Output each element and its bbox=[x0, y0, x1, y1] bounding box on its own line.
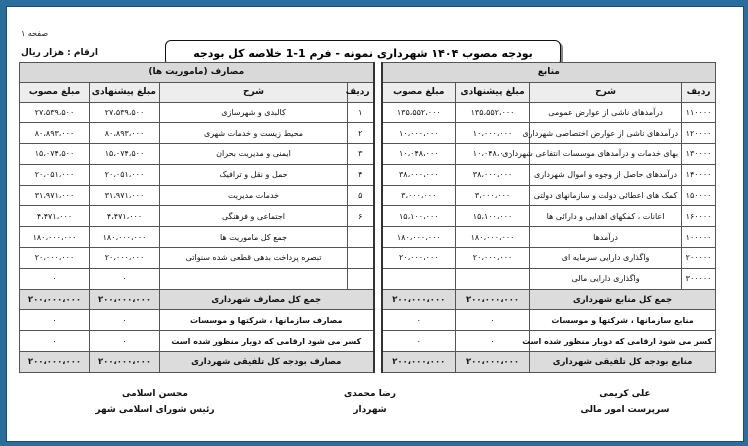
section-header-row bbox=[20, 63, 716, 83]
table-row bbox=[20, 268, 716, 289]
column-header-approved: مبلغ مصوب bbox=[20, 82, 90, 102]
table-row bbox=[20, 102, 716, 123]
row-proposed-amount: ۱۳۵،۵۵۲،۰۰۰ bbox=[456, 102, 530, 123]
column-header-row-no: ردیف bbox=[348, 82, 374, 102]
table-row bbox=[20, 144, 716, 165]
row-description: محیط زیست و خدمات شهری bbox=[160, 123, 348, 144]
summary-approved-amount: ۰ bbox=[382, 331, 456, 352]
summary-approved-amount: ۰ bbox=[20, 331, 90, 352]
summary-label: جمع کل مصارف شهرداری bbox=[160, 289, 374, 310]
column-header-row-no: ردیف bbox=[682, 82, 716, 102]
table-row bbox=[20, 123, 716, 144]
row-code: ۳۰۰۰۰۰ bbox=[682, 268, 716, 289]
summary-approved-amount: ۲۰۰،۰۰۰،۰۰۰ bbox=[382, 289, 456, 310]
row-approved-amount: ۱۸۰،۰۰۰،۰۰۰ bbox=[20, 227, 90, 248]
signature-name: محسن اسلامی bbox=[122, 389, 188, 399]
row-approved-amount: ۱۰،۰۴۸،۰۰۰ bbox=[382, 144, 456, 165]
total-row bbox=[20, 289, 716, 310]
column-header-row bbox=[20, 82, 716, 102]
summary-label: منابع بودجه کل تلفیقی شهرداری bbox=[530, 352, 716, 373]
summary-proposed-amount: ۲۰۰،۰۰۰،۰۰۰ bbox=[90, 289, 160, 310]
summary-proposed-amount: ۰ bbox=[90, 331, 160, 352]
row-code: ۲ bbox=[348, 123, 374, 144]
row-proposed-amount: ۳۸،۰۰۰،۰۰۰ bbox=[456, 164, 530, 185]
column-header-proposed: مبلغ پیشنهادی bbox=[90, 82, 160, 102]
row-proposed-amount: ۱۵،۰۷۴،۵۰۰ bbox=[90, 144, 160, 165]
column-divider bbox=[374, 352, 382, 373]
row-code: ۱۲۰۰۰۰ bbox=[682, 123, 716, 144]
row-code bbox=[348, 227, 374, 248]
row-proposed-amount: ۰ bbox=[90, 268, 160, 289]
column-divider bbox=[374, 248, 382, 269]
budget-summary-table bbox=[19, 62, 716, 373]
row-proposed-amount: ۱۰،۰۴۸،۰۰۰ bbox=[456, 144, 530, 165]
row-approved-amount: ۲۰،۰۰۰،۰۰۰ bbox=[382, 248, 456, 269]
summary-proposed-amount: ۰ bbox=[90, 310, 160, 331]
row-proposed-amount: ۱۸۰،۰۰۰،۰۰۰ bbox=[456, 227, 530, 248]
resources-section-title: منابع bbox=[382, 63, 716, 83]
row-code: ۱۳۰۰۰۰ bbox=[682, 144, 716, 165]
summary-approved-amount: ۲۰۰،۰۰۰،۰۰۰ bbox=[20, 352, 90, 373]
row-code: ۱۴۰۰۰۰ bbox=[682, 164, 716, 185]
summary-proposed-amount: ۲۰۰،۰۰۰،۰۰۰ bbox=[456, 289, 530, 310]
row-proposed-amount: ۴،۴۷۱،۰۰۰ bbox=[90, 206, 160, 227]
row-approved-amount: ۸۰،۸۹۳،۰۰۰ bbox=[20, 123, 90, 144]
row-description bbox=[160, 268, 348, 289]
column-header-proposed: مبلغ پیشنهادی bbox=[456, 82, 530, 102]
table-row bbox=[20, 227, 716, 248]
column-header-description: شرح bbox=[160, 82, 348, 102]
row-code: ۵ bbox=[348, 185, 374, 206]
row-approved-amount: ۱۰،۰۰۰،۰۰۰ bbox=[382, 123, 456, 144]
signature-role: شهردار bbox=[353, 405, 387, 415]
row-proposed-amount: ۱۵،۱۰۰،۰۰۰ bbox=[456, 206, 530, 227]
row-approved-amount: ۲۷،۵۳۹،۵۰۰ bbox=[20, 102, 90, 123]
row-proposed-amount: ۸۰،۸۹۳،۰۰۰ bbox=[90, 123, 160, 144]
summary-label: مصارف سازمانها ، شرکتها و موسسات bbox=[160, 310, 374, 331]
signature-role: سرپرست امور مالی bbox=[580, 405, 670, 415]
column-divider bbox=[374, 123, 382, 144]
summary-label: کسر می شود ارقامی که دوبار منظور شده است bbox=[160, 331, 374, 352]
signature-council-head bbox=[70, 389, 240, 421]
page-title: بودجه مصوب ۱۴۰۴ شهرداری نمونه - فرم 1-1 خلاصه کل بودجه bbox=[165, 40, 561, 66]
row-description: تبصره پرداخت بدهی قطعی شده سنواتی bbox=[160, 248, 348, 269]
row-code: ۳ bbox=[348, 144, 374, 165]
row-proposed-amount: ۲۰،۰۰۰،۰۰۰ bbox=[456, 248, 530, 269]
summary-approved-amount: ۰ bbox=[20, 310, 90, 331]
expenses-section-title: مصارف (ماموریت ها) bbox=[20, 63, 374, 83]
column-divider bbox=[374, 206, 382, 227]
summary-approved-amount: ۰ bbox=[382, 310, 456, 331]
row-code: ۶ bbox=[348, 206, 374, 227]
summary-proposed-amount: ۰ bbox=[456, 310, 530, 331]
column-divider bbox=[374, 63, 382, 83]
row-approved-amount: ۲۰،۰۵۱،۰۰۰ bbox=[20, 164, 90, 185]
signature-mayor bbox=[305, 389, 435, 421]
row-approved-amount: ۳۱،۹۷۱،۰۰۰ bbox=[20, 185, 90, 206]
row-proposed-amount: ۳،۰۰۰،۰۰۰ bbox=[456, 185, 530, 206]
row-description: اعانات ، کمکهای اهدایی و دارائی ها bbox=[530, 206, 682, 227]
row-description: کمک های اعطائی دولت و سازمانهای دولتی bbox=[530, 185, 682, 206]
row-approved-amount: ۳۸،۰۰۰،۰۰۰ bbox=[382, 164, 456, 185]
row-description: درآمدها bbox=[530, 227, 682, 248]
row-approved-amount: ۰ bbox=[20, 268, 90, 289]
units-label: ارقام : هزار ریال bbox=[21, 48, 98, 58]
signature-name: رضا محمدی bbox=[344, 389, 396, 399]
row-proposed-amount: ۱۰،۰۰۰،۰۰۰ bbox=[456, 123, 530, 144]
deduction-row bbox=[20, 331, 716, 352]
row-approved-amount: ۱۳۵،۵۵۲،۰۰۰ bbox=[382, 102, 456, 123]
signature-name: علی کریمی bbox=[599, 389, 651, 399]
row-code bbox=[348, 248, 374, 269]
row-code: ۴ bbox=[348, 164, 374, 185]
row-proposed-amount: ۳۱،۹۷۱،۰۰۰ bbox=[90, 185, 160, 206]
table-row bbox=[20, 185, 716, 206]
row-code: ۲۰۰۰۰۰ bbox=[682, 248, 716, 269]
row-description: درآمدهای ناشی از عوارض اختصاصی شهرداری bbox=[530, 123, 682, 144]
column-divider bbox=[374, 227, 382, 248]
column-divider bbox=[374, 82, 382, 102]
row-code bbox=[348, 268, 374, 289]
summary-label: جمع کل منابع شهرداری bbox=[530, 289, 716, 310]
row-description: جمع کل ماموریت ها bbox=[160, 227, 348, 248]
column-divider bbox=[374, 268, 382, 289]
table-row bbox=[20, 206, 716, 227]
row-code: ۱۵۰۰۰۰ bbox=[682, 185, 716, 206]
row-code: ۱ bbox=[348, 102, 374, 123]
column-divider bbox=[374, 289, 382, 310]
row-description: ایمنی و مدیریت بحران bbox=[160, 144, 348, 165]
column-divider bbox=[374, 164, 382, 185]
row-description: کالبدی و شهرسازی bbox=[160, 102, 348, 123]
row-proposed-amount bbox=[456, 268, 530, 289]
column-divider bbox=[374, 310, 382, 331]
row-approved-amount: ۴،۴۷۱،۰۰۰ bbox=[20, 206, 90, 227]
row-description: درآمدهای حاصل از وجوه و اموال شهرداری bbox=[530, 164, 682, 185]
row-description: بهای خدمات و درآمدهای موسسات انتفاعی شهرداری bbox=[530, 144, 682, 165]
table-row bbox=[20, 248, 716, 269]
column-divider bbox=[374, 331, 382, 352]
table-row bbox=[20, 164, 716, 185]
row-approved-amount: ۱۵،۱۰۰،۰۰۰ bbox=[382, 206, 456, 227]
summary-label: مصارف بودجه کل تلفیقی شهرداری bbox=[160, 352, 374, 373]
row-code: ۱۰۰۰۰۰ bbox=[682, 227, 716, 248]
summary-label: کسر می شود ارقامی که دوبار منظور شده است bbox=[530, 331, 716, 352]
row-description: واگذاری دارایی مالی bbox=[530, 268, 682, 289]
row-approved-amount: ۳،۰۰۰،۰۰۰ bbox=[382, 185, 456, 206]
row-description: خدمات مدیریت bbox=[160, 185, 348, 206]
row-proposed-amount: ۲۷،۵۳۹،۵۰۰ bbox=[90, 102, 160, 123]
column-header-description: شرح bbox=[530, 82, 682, 102]
summary-proposed-amount: ۲۰۰،۰۰۰،۰۰۰ bbox=[90, 352, 160, 373]
summary-approved-amount: ۲۰۰،۰۰۰،۰۰۰ bbox=[382, 352, 456, 373]
signature-finance-head bbox=[560, 389, 690, 421]
row-proposed-amount: ۲۰،۰۰۰،۰۰۰ bbox=[90, 248, 160, 269]
column-divider bbox=[374, 144, 382, 165]
row-approved-amount: ۱۵،۰۷۴،۵۰۰ bbox=[20, 144, 90, 165]
row-proposed-amount: ۱۸۰،۰۰۰،۰۰۰ bbox=[90, 227, 160, 248]
row-code: ۱۱۰۰۰۰ bbox=[682, 102, 716, 123]
summary-proposed-amount: ۲۰۰،۰۰۰،۰۰۰ bbox=[456, 352, 530, 373]
summary-label: منابع سازمانها ، شرکتها و موسسات bbox=[530, 310, 716, 331]
consolidated-row bbox=[20, 352, 716, 373]
row-description: اجتماعی و فرهنگی bbox=[160, 206, 348, 227]
column-divider bbox=[374, 185, 382, 206]
column-divider bbox=[374, 102, 382, 123]
organizations-row bbox=[20, 310, 716, 331]
row-approved-amount: ۲۰،۰۰۰،۰۰۰ bbox=[20, 248, 90, 269]
row-code: ۱۶۰۰۰۰ bbox=[682, 206, 716, 227]
row-description: درآمدهای ناشی از عوارض عمومی bbox=[530, 102, 682, 123]
column-header-approved: مبلغ مصوب bbox=[382, 82, 456, 102]
row-approved-amount bbox=[382, 268, 456, 289]
page-number: صفحه ۱ bbox=[21, 29, 49, 38]
summary-proposed-amount: ۰ bbox=[456, 331, 530, 352]
row-description: واگذاری دارایی سرمایه ای bbox=[530, 248, 682, 269]
signature-role: رئیس شورای اسلامی شهر bbox=[95, 405, 215, 415]
row-description: حمل و نقل و ترافیک bbox=[160, 164, 348, 185]
row-proposed-amount: ۲۰،۰۵۱،۰۰۰ bbox=[90, 164, 160, 185]
summary-approved-amount: ۲۰۰،۰۰۰،۰۰۰ bbox=[20, 289, 90, 310]
row-approved-amount: ۱۸۰،۰۰۰،۰۰۰ bbox=[382, 227, 456, 248]
